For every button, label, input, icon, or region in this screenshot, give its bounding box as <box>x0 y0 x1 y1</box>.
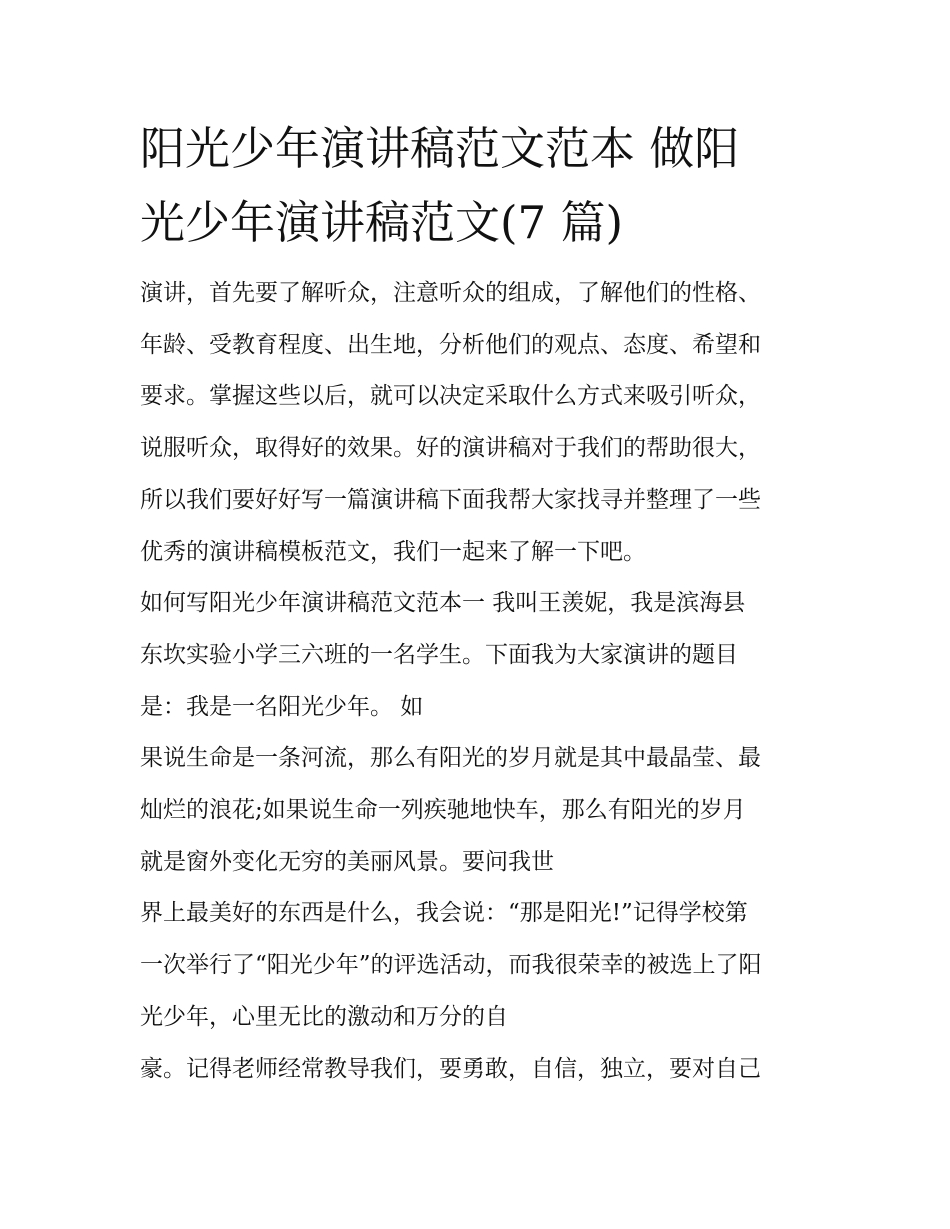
body-line: 就是窗外变化无穷的美丽风景。要问我世 <box>140 848 554 875</box>
body-line: 年龄、受教育程度、出生地，分析他们的观点、态度、希望和 <box>140 331 761 358</box>
title-line: 光少年演讲稿范文(7 篇) <box>140 196 624 249</box>
body-line: 东坎实验小学三六班的一名学生。下面我为大家演讲的题目 <box>140 641 738 668</box>
document-content <box>140 112 820 1095</box>
body-line: 说服听众，取得好的效果。好的演讲稿对于我们的帮助很大， <box>140 435 761 462</box>
body-line: 如何写阳光少年演讲稿范文范本一 我叫王羡妮，我是滨海县 <box>140 590 746 617</box>
body-line: 演讲，首先要了解听众，注意听众的组成，了解他们的性格、 <box>140 280 761 306</box>
document-title <box>140 112 820 260</box>
body-line: 光少年，心里无比的激动和万分的自 <box>140 1003 508 1030</box>
body-line: 是：我是一名阳光少年。 如 <box>140 693 424 720</box>
body-line: 灿烂的浪花;如果说生命一列疾驰地快车，那么有阳光的岁月 <box>140 797 746 824</box>
title-line: 阳光少年演讲稿范文范本 做阳 <box>140 122 740 175</box>
body-line: 要求。掌握这些以后，就可以决定采取什么方式来吸引听众， <box>140 383 761 410</box>
body-line: 优秀的演讲稿模板范文，我们一起来了解一下吧。 <box>140 538 646 565</box>
body-line: 界上最美好的东西是什么，我会说：“那是阳光!”记得学校第 <box>140 900 748 927</box>
body-line: 一次举行了“阳光少年”的评选活动，而我很荣幸的被选上了阳 <box>140 952 762 979</box>
body-line: 果说生命是一条河流，那么有阳光的岁月就是其中最晶莹、最 <box>140 745 761 772</box>
document-body <box>140 268 820 1095</box>
body-line: 所以我们要好好写一篇演讲稿下面我帮大家找寻并整理了一些 <box>140 486 761 513</box>
body-line: 豪。记得老师经常教导我们，要勇敢，自信，独立，要对自己 <box>140 1055 761 1082</box>
